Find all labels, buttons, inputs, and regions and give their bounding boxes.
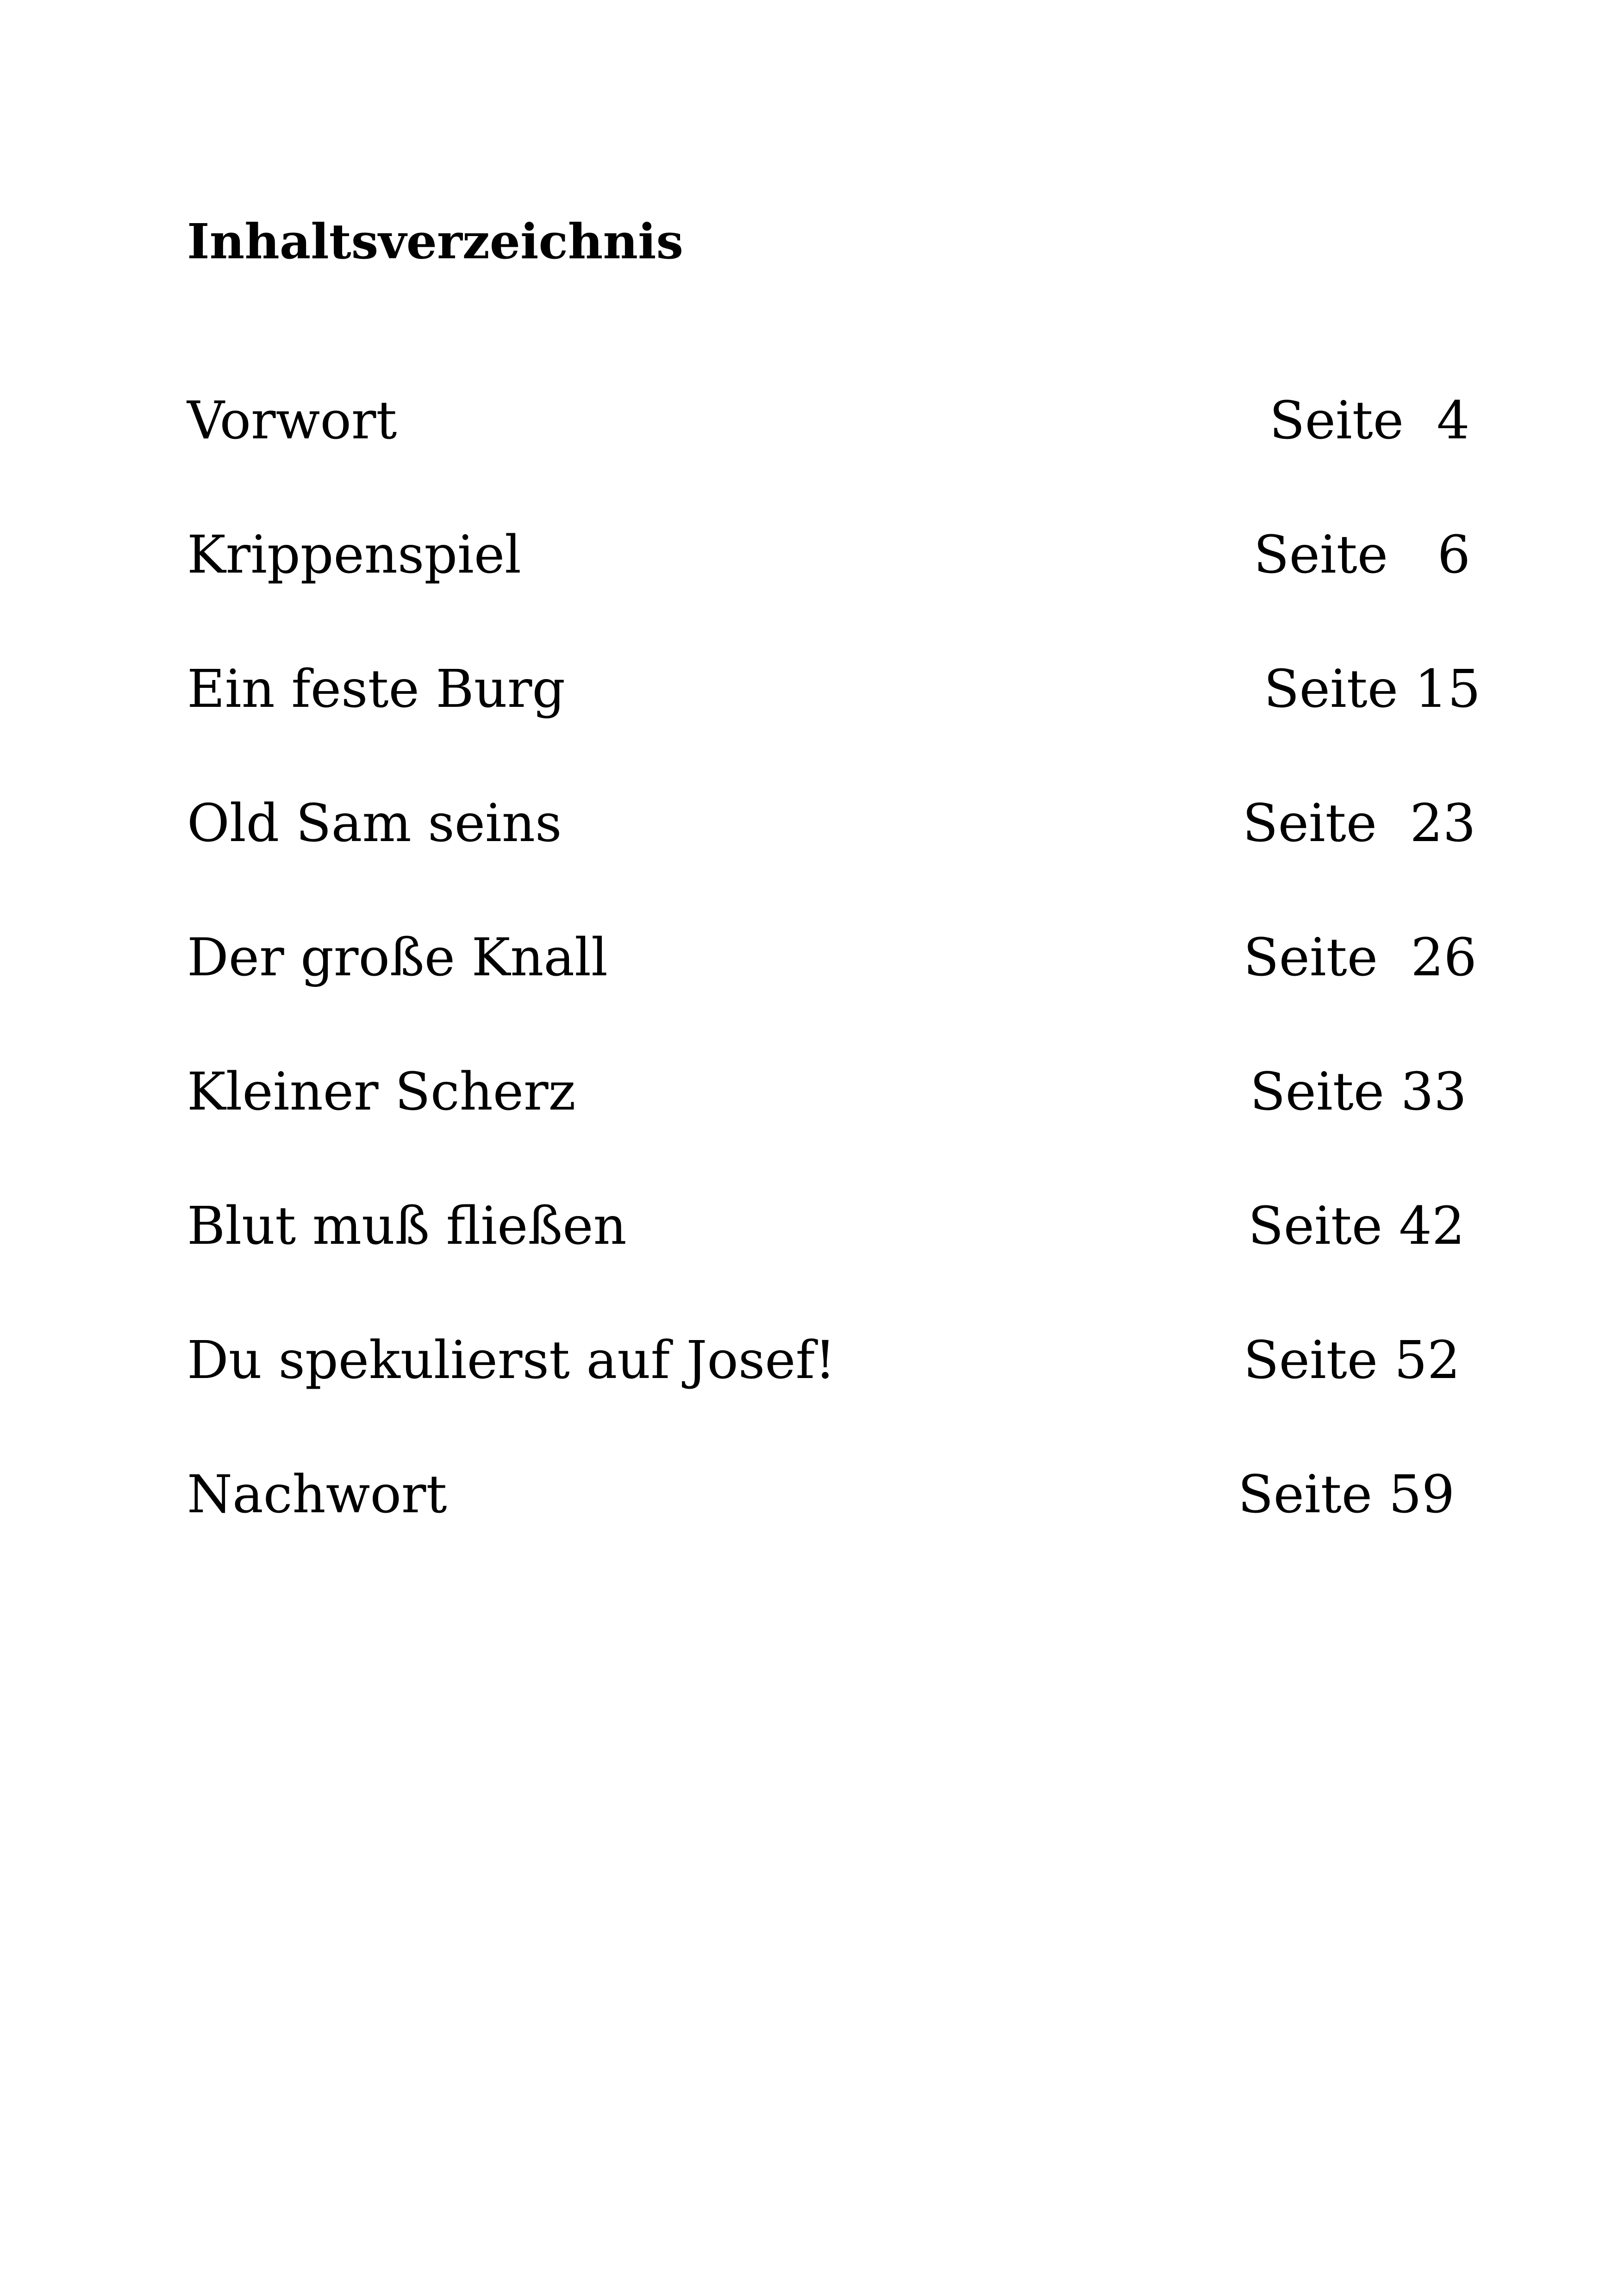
toc-entry-page: Seite 33	[1250, 1062, 1467, 1122]
toc-entry-title: Der große Knall	[187, 928, 608, 988]
toc-entry-title: Old Sam seins	[187, 793, 562, 854]
toc-entry-title: Blut muß fließen	[187, 1196, 627, 1256]
toc-entry-page: Seite 15	[1264, 659, 1481, 719]
toc-entry-page: Seite 6	[1254, 525, 1471, 585]
toc-heading: Inhaltsverzeichnis	[187, 213, 684, 270]
toc-entry-page: Seite 42	[1248, 1196, 1465, 1256]
toc-entry-title: Vorwort	[187, 391, 397, 451]
toc-entry-title: Nachwort	[187, 1465, 447, 1525]
toc-entry-title: Du spekulierst auf Josef!	[187, 1330, 836, 1391]
toc-entry-page: Seite 59	[1238, 1465, 1455, 1525]
toc-entry-title: Krippenspiel	[187, 525, 521, 585]
toc-entry-title: Kleiner Scherz	[187, 1062, 576, 1122]
toc-entry-page: Seite 4	[1269, 391, 1470, 451]
toc-entry-title: Ein feste Burg	[187, 659, 566, 719]
toc-entry-page: Seite 26	[1243, 928, 1477, 988]
toc-entry-page: Seite 52	[1243, 1330, 1461, 1391]
toc-entry-page: Seite 23	[1243, 793, 1476, 854]
